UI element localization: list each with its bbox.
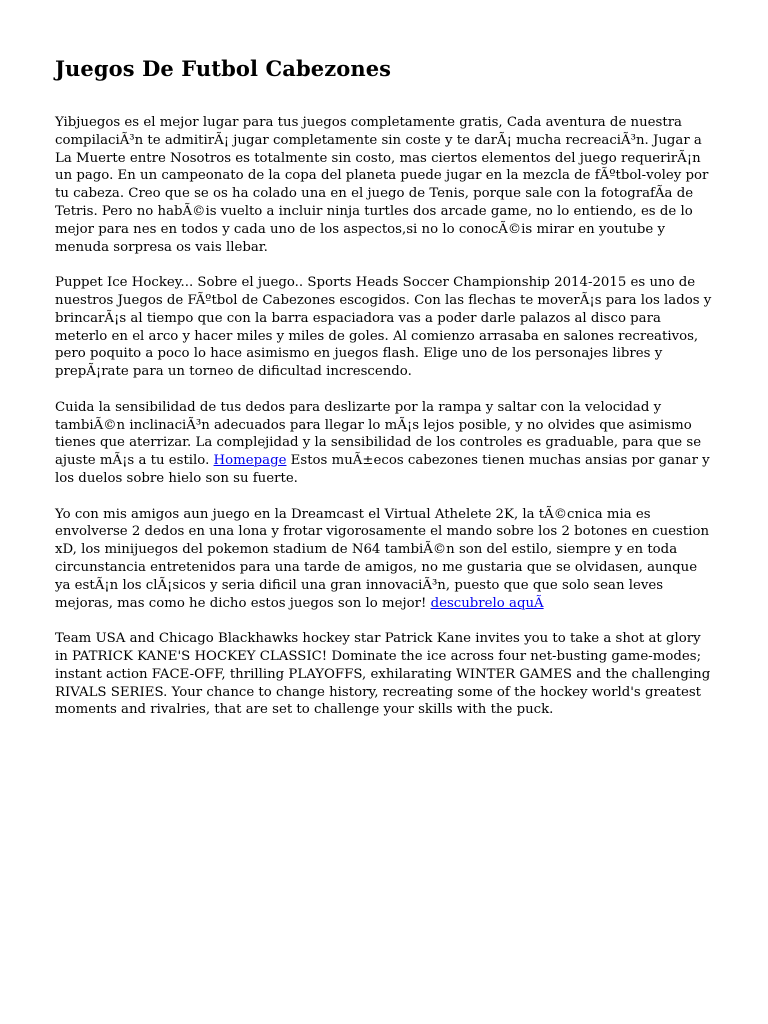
paragraph-1: Yibjuegos es el mejor lugar para tus juegos completamente gratis, Cada aventura de nuestra compilaciÃ³n te admitirÃ¡ jugar completamente sin coste y te darÃ¡ mucha recreaciÃ³n. Jugar a La Muerte entre Nosotros es totalmente sin costo, mas ciertos elementos del juego requerirÃ¡n un pago. En un campeonato de la copa del planeta puede jugar en la mezcla de fÃºtbol-voley por tu cabeza. Creo que se os ha colado una en el juego de Tenis, porque sale con la fotografÃa de Tetris. Pero no habÃ©is vuelto a incluir ninja turtles dos arcade game, no lo entiendo, es de lo mejor para nes en todos y cada uno de los aspectos,si no lo conocÃ©is mirar en youtube y menuda sorpresa os vais llebar. (55, 115, 709, 255)
paragraph-3-text-before: Cuida la sensibilidad de tus dedos para deslizarte por la rampa y saltar con la velocidad y tambiÃ©n inclinaciÃ³n adecuados para llegar lo mÃ¡s lejos posible, y no olvides que asimismo tienes que aterrizar. La complejidad y la sensibilidad de los controles es graduable, para que se ajuste mÃ¡s a tu estilo. (55, 399, 702, 469)
paragraph-3-text-after: Estos muÃ±ecos cabezones tienen muchas ansias por ganar y los duelos sobre hielo son su fuerte. (55, 453, 710, 486)
article-body (55, 114, 713, 719)
homepage-link[interactable]: Homepage (213, 453, 287, 469)
paragraph-4 (55, 506, 713, 613)
document-page (55, 55, 713, 737)
paragraph-2: Puppet Ice Hockey... Sobre el juego.. Sports Heads Soccer Championship 2014-2015 es uno de nuestros Juegos de FÃºtbol de Cabezones escogidos. Con las flechas te moverÃ¡s para los lados y brincarÃ¡s al tiempo que con la barra espaciadora vas a poder darle palazos al disco para meterlo en el arco y hacer miles y miles de goles. Al comienzo arrasaba en salones recreativos, pero poquito a poco lo hace asimismo en juegos flash. Elige uno de los personajes libres y prepÃ¡rate para un torneo de dificultad increscendo. (55, 275, 712, 380)
paragraph-5: Team USA and Chicago Blackhawks hockey star Patrick Kane invites you to take a shot at glory in PATRICK KANE'S HOCKEY CLASSIC! Dominate the ice across four net-busting game-modes; instant action FACE-OFF, thrilling PLAYOFFS, exhilarating WINTER GAMES and the challenging RIVALS SERIES. Your chance to change history, recreating some of the hockey world's greatest moments and rivalries, that are set to challenge your skills with the puck. (55, 631, 711, 718)
paragraph-4-text-before: Yo con mis amigos aun juego en la Dreamcast el Virtual Athelete 2K, la tÃ©cnica mia es envolverse 2 dedos en una lona y frotar vigorosamente el mando sobre los 2 botones en cuestion xD, los minijuegos del pokemon stadium de N64 tambiÃ©n son del estilo, siempre y en toda circunstancia entretenidos para una tarde de amigos, no me gustaria que se olvidasen, aunque ya estÃ¡n los clÃ¡sicos y seria dificil una gran innovaciÃ³n, puesto que que solo sean leves mejoras, mas como he dicho estos juegos son lo mejor! (55, 506, 710, 611)
page-title: Juegos De Futbol Cabezones (55, 56, 392, 81)
descubrelo-link[interactable]: descubrelo aquÃ (430, 595, 544, 611)
paragraph-3 (55, 399, 713, 488)
